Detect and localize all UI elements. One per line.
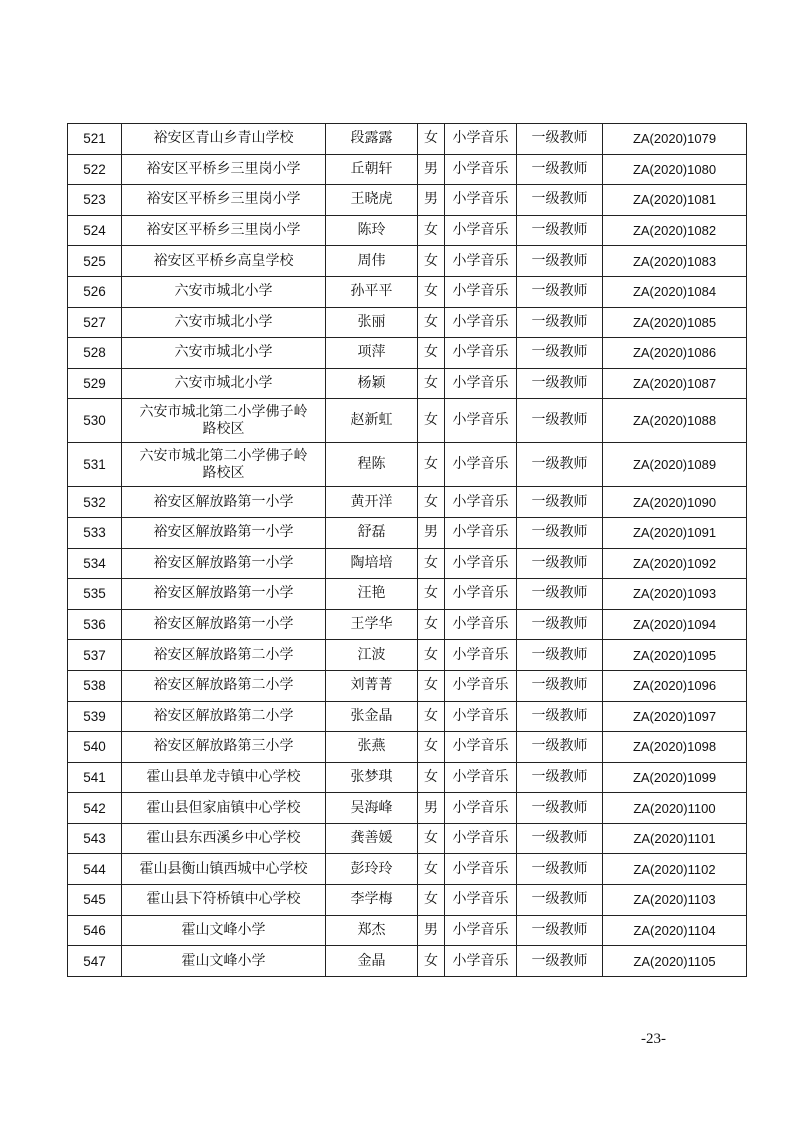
certificate-code-cell: ZA(2020)1087 xyxy=(603,368,747,399)
serial-number-cell: 536 xyxy=(68,609,122,640)
certificate-code-cell: ZA(2020)1103 xyxy=(603,885,747,916)
teacher-name-cell: 汪艳 xyxy=(326,579,418,610)
certificate-code-cell: ZA(2020)1088 xyxy=(603,399,747,443)
serial-number-cell: 528 xyxy=(68,338,122,369)
teacher-name-cell: 王学华 xyxy=(326,609,418,640)
table-row xyxy=(68,609,747,640)
table-row xyxy=(68,154,747,185)
certificate-code-cell: ZA(2020)1105 xyxy=(603,946,747,977)
table-row xyxy=(68,579,747,610)
school-cell xyxy=(122,399,326,443)
school-cell: 霍山县东西溪乡中心学校 xyxy=(122,823,326,854)
gender-cell: 男 xyxy=(418,517,445,548)
school-cell: 六安市城北小学 xyxy=(122,338,326,369)
teacher-name-cell: 陶培培 xyxy=(326,548,418,579)
title-cell: 一级教师 xyxy=(517,915,603,946)
certificate-code-cell: ZA(2020)1089 xyxy=(603,443,747,487)
serial-number-cell: 530 xyxy=(68,399,122,443)
teacher-name-cell: 龚善媛 xyxy=(326,823,418,854)
table-row xyxy=(68,368,747,399)
title-cell: 一级教师 xyxy=(517,185,603,216)
subject-cell: 小学音乐 xyxy=(445,185,517,216)
serial-number-cell: 540 xyxy=(68,732,122,763)
serial-number-cell: 527 xyxy=(68,307,122,338)
title-cell: 一级教师 xyxy=(517,670,603,701)
teacher-name-cell: 张金晶 xyxy=(326,701,418,732)
subject-cell: 小学音乐 xyxy=(445,124,517,155)
table-body xyxy=(68,124,747,977)
school-cell: 霍山县单龙寺镇中心学校 xyxy=(122,762,326,793)
teacher-name-cell: 赵新虹 xyxy=(326,399,418,443)
subject-cell: 小学音乐 xyxy=(445,246,517,277)
serial-number-cell: 521 xyxy=(68,124,122,155)
school-cell xyxy=(122,443,326,487)
title-cell: 一级教师 xyxy=(517,609,603,640)
title-cell: 一级教师 xyxy=(517,443,603,487)
title-cell: 一级教师 xyxy=(517,548,603,579)
certificate-code-cell: ZA(2020)1095 xyxy=(603,640,747,671)
subject-cell: 小学音乐 xyxy=(445,307,517,338)
subject-cell: 小学音乐 xyxy=(445,154,517,185)
serial-number-cell: 524 xyxy=(68,215,122,246)
gender-cell: 女 xyxy=(418,338,445,369)
serial-number-cell: 544 xyxy=(68,854,122,885)
school-cell: 六安市城北小学 xyxy=(122,307,326,338)
subject-cell: 小学音乐 xyxy=(445,368,517,399)
certificate-code-cell: ZA(2020)1100 xyxy=(603,793,747,824)
gender-cell: 女 xyxy=(418,368,445,399)
gender-cell: 女 xyxy=(418,215,445,246)
table-row xyxy=(68,885,747,916)
gender-cell: 男 xyxy=(418,915,445,946)
table-row xyxy=(68,246,747,277)
subject-cell: 小学音乐 xyxy=(445,399,517,443)
gender-cell: 女 xyxy=(418,487,445,518)
gender-cell: 女 xyxy=(418,124,445,155)
title-cell: 一级教师 xyxy=(517,338,603,369)
title-cell: 一级教师 xyxy=(517,640,603,671)
table-row xyxy=(68,640,747,671)
table-row xyxy=(68,517,747,548)
certificate-code-cell: ZA(2020)1091 xyxy=(603,517,747,548)
school-cell: 裕安区解放路第一小学 xyxy=(122,609,326,640)
certificate-code-cell: ZA(2020)1104 xyxy=(603,915,747,946)
subject-cell: 小学音乐 xyxy=(445,487,517,518)
subject-cell: 小学音乐 xyxy=(445,946,517,977)
serial-number-cell: 529 xyxy=(68,368,122,399)
title-cell: 一级教师 xyxy=(517,215,603,246)
serial-number-cell: 535 xyxy=(68,579,122,610)
certificate-code-cell: ZA(2020)1101 xyxy=(603,823,747,854)
certificate-code-cell: ZA(2020)1090 xyxy=(603,487,747,518)
title-cell: 一级教师 xyxy=(517,307,603,338)
table-row xyxy=(68,915,747,946)
gender-cell: 女 xyxy=(418,885,445,916)
teacher-name-cell: 张丽 xyxy=(326,307,418,338)
serial-number-cell: 522 xyxy=(68,154,122,185)
certificate-code-cell: ZA(2020)1092 xyxy=(603,548,747,579)
serial-number-cell: 532 xyxy=(68,487,122,518)
title-cell: 一级教师 xyxy=(517,368,603,399)
school-cell: 霍山县衡山镇西城中心学校 xyxy=(122,854,326,885)
subject-cell: 小学音乐 xyxy=(445,609,517,640)
school-cell: 霍山县下符桥镇中心学校 xyxy=(122,885,326,916)
title-cell: 一级教师 xyxy=(517,124,603,155)
title-cell: 一级教师 xyxy=(517,276,603,307)
subject-cell: 小学音乐 xyxy=(445,579,517,610)
gender-cell: 男 xyxy=(418,154,445,185)
gender-cell: 女 xyxy=(418,762,445,793)
school-cell: 霍山县但家庙镇中心学校 xyxy=(122,793,326,824)
table-row xyxy=(68,185,747,216)
school-cell: 霍山文峰小学 xyxy=(122,946,326,977)
subject-cell: 小学音乐 xyxy=(445,732,517,763)
school-cell: 六安市城北小学 xyxy=(122,368,326,399)
teacher-name-cell: 黄开洋 xyxy=(326,487,418,518)
gender-cell: 女 xyxy=(418,548,445,579)
table-row xyxy=(68,487,747,518)
teacher-name-cell: 丘朝轩 xyxy=(326,154,418,185)
teacher-name-cell: 吴海峰 xyxy=(326,793,418,824)
table-row xyxy=(68,946,747,977)
school-cell: 裕安区青山乡青山学校 xyxy=(122,124,326,155)
subject-cell: 小学音乐 xyxy=(445,793,517,824)
serial-number-cell: 526 xyxy=(68,276,122,307)
serial-number-cell: 537 xyxy=(68,640,122,671)
title-cell: 一级教师 xyxy=(517,793,603,824)
title-cell: 一级教师 xyxy=(517,517,603,548)
school-cell: 裕安区解放路第二小学 xyxy=(122,640,326,671)
school-cell: 裕安区平桥乡三里岗小学 xyxy=(122,154,326,185)
teacher-name-cell: 刘菁菁 xyxy=(326,670,418,701)
subject-cell: 小学音乐 xyxy=(445,338,517,369)
table-row xyxy=(68,399,747,443)
certificate-code-cell: ZA(2020)1082 xyxy=(603,215,747,246)
school-cell: 裕安区解放路第二小学 xyxy=(122,670,326,701)
gender-cell: 女 xyxy=(418,246,445,277)
certificate-code-cell: ZA(2020)1094 xyxy=(603,609,747,640)
table-row xyxy=(68,215,747,246)
certificate-code-cell: ZA(2020)1098 xyxy=(603,732,747,763)
school-cell: 霍山文峰小学 xyxy=(122,915,326,946)
school-cell: 裕安区解放路第二小学 xyxy=(122,701,326,732)
teacher-name-cell: 杨颖 xyxy=(326,368,418,399)
title-cell: 一级教师 xyxy=(517,946,603,977)
subject-cell: 小学音乐 xyxy=(445,443,517,487)
gender-cell: 男 xyxy=(418,793,445,824)
gender-cell: 女 xyxy=(418,670,445,701)
teacher-name-cell: 周伟 xyxy=(326,246,418,277)
teacher-name-cell: 金晶 xyxy=(326,946,418,977)
subject-cell: 小学音乐 xyxy=(445,548,517,579)
teacher-name-cell: 郑杰 xyxy=(326,915,418,946)
gender-cell: 女 xyxy=(418,609,445,640)
table-row xyxy=(68,701,747,732)
school-cell: 裕安区平桥乡三里岗小学 xyxy=(122,185,326,216)
gender-cell: 女 xyxy=(418,701,445,732)
teacher-name-cell: 陈玲 xyxy=(326,215,418,246)
certificate-code-cell: ZA(2020)1102 xyxy=(603,854,747,885)
title-cell: 一级教师 xyxy=(517,823,603,854)
subject-cell: 小学音乐 xyxy=(445,670,517,701)
subject-cell: 小学音乐 xyxy=(445,517,517,548)
table-row xyxy=(68,443,747,487)
teacher-name-cell: 程陈 xyxy=(326,443,418,487)
school-cell: 裕安区平桥乡三里岗小学 xyxy=(122,215,326,246)
gender-cell: 女 xyxy=(418,732,445,763)
gender-cell: 女 xyxy=(418,854,445,885)
teacher-list-table xyxy=(67,123,747,977)
table-row xyxy=(68,793,747,824)
subject-cell: 小学音乐 xyxy=(445,701,517,732)
title-cell: 一级教师 xyxy=(517,732,603,763)
title-cell: 一级教师 xyxy=(517,246,603,277)
table-row xyxy=(68,854,747,885)
gender-cell: 女 xyxy=(418,640,445,671)
serial-number-cell: 546 xyxy=(68,915,122,946)
gender-cell: 女 xyxy=(418,399,445,443)
table-row xyxy=(68,276,747,307)
teacher-name-cell: 彭玲玲 xyxy=(326,854,418,885)
table-row xyxy=(68,732,747,763)
subject-cell: 小学音乐 xyxy=(445,854,517,885)
subject-cell: 小学音乐 xyxy=(445,823,517,854)
school-cell: 裕安区解放路第三小学 xyxy=(122,732,326,763)
table-row xyxy=(68,670,747,701)
certificate-code-cell: ZA(2020)1096 xyxy=(603,670,747,701)
serial-number-cell: 531 xyxy=(68,443,122,487)
title-cell: 一级教师 xyxy=(517,154,603,185)
school-name-line-2: 路校区 xyxy=(202,420,245,437)
gender-cell: 男 xyxy=(418,185,445,216)
certificate-code-cell: ZA(2020)1083 xyxy=(603,246,747,277)
table-row xyxy=(68,124,747,155)
certificate-code-cell: ZA(2020)1079 xyxy=(603,124,747,155)
serial-number-cell: 539 xyxy=(68,701,122,732)
teacher-name-cell: 李学梅 xyxy=(326,885,418,916)
certificate-code-cell: ZA(2020)1097 xyxy=(603,701,747,732)
title-cell: 一级教师 xyxy=(517,487,603,518)
title-cell: 一级教师 xyxy=(517,885,603,916)
certificate-code-cell: ZA(2020)1080 xyxy=(603,154,747,185)
subject-cell: 小学音乐 xyxy=(445,276,517,307)
certificate-code-cell: ZA(2020)1081 xyxy=(603,185,747,216)
serial-number-cell: 541 xyxy=(68,762,122,793)
school-cell: 六安市城北小学 xyxy=(122,276,326,307)
school-cell: 裕安区解放路第一小学 xyxy=(122,517,326,548)
subject-cell: 小学音乐 xyxy=(445,215,517,246)
serial-number-cell: 545 xyxy=(68,885,122,916)
teacher-name-cell: 张梦琪 xyxy=(326,762,418,793)
gender-cell: 女 xyxy=(418,579,445,610)
gender-cell: 女 xyxy=(418,946,445,977)
school-cell: 裕安区解放路第一小学 xyxy=(122,487,326,518)
teacher-name-cell: 张燕 xyxy=(326,732,418,763)
subject-cell: 小学音乐 xyxy=(445,885,517,916)
gender-cell: 女 xyxy=(418,823,445,854)
serial-number-cell: 547 xyxy=(68,946,122,977)
title-cell: 一级教师 xyxy=(517,854,603,885)
teacher-name-cell: 舒磊 xyxy=(326,517,418,548)
serial-number-cell: 538 xyxy=(68,670,122,701)
gender-cell: 女 xyxy=(418,276,445,307)
teacher-name-cell: 段露露 xyxy=(326,124,418,155)
school-cell: 裕安区解放路第一小学 xyxy=(122,579,326,610)
teacher-name-cell: 项萍 xyxy=(326,338,418,369)
title-cell: 一级教师 xyxy=(517,701,603,732)
table-row xyxy=(68,548,747,579)
serial-number-cell: 533 xyxy=(68,517,122,548)
school-cell: 裕安区平桥乡高皇学校 xyxy=(122,246,326,277)
gender-cell: 女 xyxy=(418,307,445,338)
certificate-code-cell: ZA(2020)1093 xyxy=(603,579,747,610)
table-row xyxy=(68,762,747,793)
serial-number-cell: 542 xyxy=(68,793,122,824)
school-name-line-1: 六安市城北第二小学佛子岭 xyxy=(139,403,308,420)
table-row xyxy=(68,823,747,854)
certificate-code-cell: ZA(2020)1085 xyxy=(603,307,747,338)
serial-number-cell: 525 xyxy=(68,246,122,277)
school-name-line-2: 路校区 xyxy=(202,464,245,481)
teacher-name-cell: 江波 xyxy=(326,640,418,671)
teacher-name-cell: 王晓虎 xyxy=(326,185,418,216)
page-number: -23- xyxy=(641,1031,666,1047)
title-cell: 一级教师 xyxy=(517,762,603,793)
teacher-name-cell: 孙平平 xyxy=(326,276,418,307)
certificate-code-cell: ZA(2020)1086 xyxy=(603,338,747,369)
table-row xyxy=(68,307,747,338)
serial-number-cell: 543 xyxy=(68,823,122,854)
title-cell: 一级教师 xyxy=(517,579,603,610)
subject-cell: 小学音乐 xyxy=(445,915,517,946)
title-cell: 一级教师 xyxy=(517,399,603,443)
serial-number-cell: 523 xyxy=(68,185,122,216)
certificate-code-cell: ZA(2020)1084 xyxy=(603,276,747,307)
school-name-line-1: 六安市城北第二小学佛子岭 xyxy=(139,447,308,464)
certificate-code-cell: ZA(2020)1099 xyxy=(603,762,747,793)
table-row xyxy=(68,338,747,369)
serial-number-cell: 534 xyxy=(68,548,122,579)
school-cell: 裕安区解放路第一小学 xyxy=(122,548,326,579)
subject-cell: 小学音乐 xyxy=(445,762,517,793)
gender-cell: 女 xyxy=(418,443,445,487)
subject-cell: 小学音乐 xyxy=(445,640,517,671)
